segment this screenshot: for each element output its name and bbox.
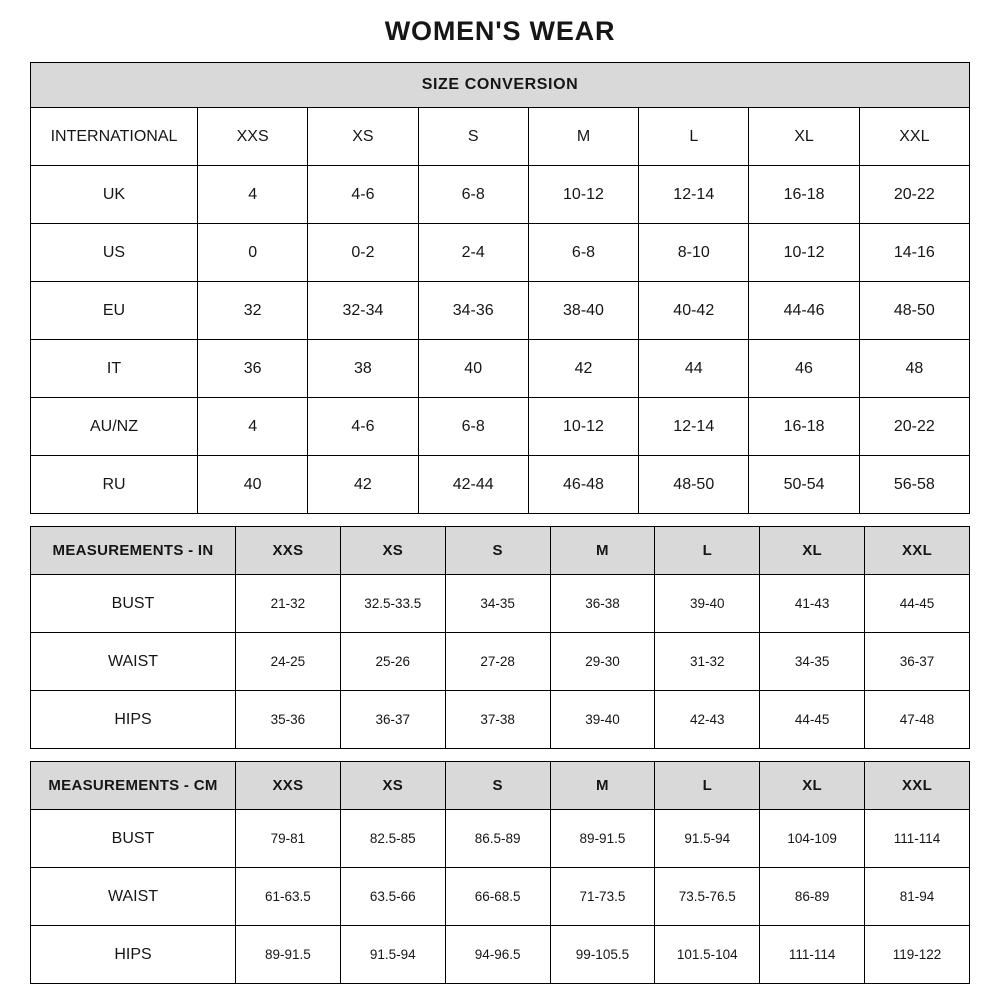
row-label: EU [31,282,198,340]
table-cell: 34-35 [445,575,550,633]
column-header: XS [308,108,418,166]
table-cell: 25-26 [340,633,445,691]
table-cell: 61-63.5 [236,868,341,926]
table-cell: 8-10 [639,224,749,282]
column-header: L [655,527,760,575]
column-header: S [445,762,550,810]
table-cell: 0 [198,224,308,282]
table-cell: 29-30 [550,633,655,691]
table-cell: 42-44 [418,456,528,514]
table-cell: 81-94 [865,868,970,926]
row-label: WAIST [31,633,236,691]
table-cell: 40-42 [639,282,749,340]
table-cell: 91.5-94 [340,926,445,984]
column-header: S [418,108,528,166]
table-cell: 16-18 [749,398,859,456]
table-cell: 4 [198,398,308,456]
table-cell: 86.5-89 [445,810,550,868]
table-cell: 10-12 [528,166,638,224]
page-title: WOMEN'S WEAR [384,16,616,46]
table-corner-label: MEASUREMENTS - IN [31,527,236,575]
table-cell: 0-2 [308,224,418,282]
column-header: S [445,527,550,575]
table-cell: 40 [418,340,528,398]
table-cell: 4 [198,166,308,224]
table-cell: 82.5-85 [340,810,445,868]
table-cell: 32.5-33.5 [340,575,445,633]
column-header: XXS [236,527,341,575]
column-header: XL [760,527,865,575]
table-cell: 41-43 [760,575,865,633]
table-header-row [31,108,970,166]
column-header: XXL [859,108,969,166]
table-cell: 36 [198,340,308,398]
row-label: US [31,224,198,282]
table-cell: 39-40 [550,691,655,749]
table-cell: 12-14 [639,166,749,224]
row-label: HIPS [31,926,236,984]
table-corner-label: MEASUREMENTS - CM [31,762,236,810]
row-label: RU [31,456,198,514]
table-cell: 35-36 [236,691,341,749]
table-cell: 42 [528,340,638,398]
table-cell: 20-22 [859,166,969,224]
row-label: BUST [31,810,236,868]
table-cell: 46 [749,340,859,398]
table-cell: 47-48 [865,691,970,749]
table-corner-label: INTERNATIONAL [31,108,198,166]
column-header: XL [749,108,859,166]
table-cell: 48 [859,340,969,398]
table-cell: 104-109 [760,810,865,868]
table-cell: 44-45 [865,575,970,633]
table-cell: 6-8 [418,398,528,456]
row-label: BUST [31,575,236,633]
row-label: UK [31,166,198,224]
table-cell: 2-4 [418,224,528,282]
column-header: M [528,108,638,166]
table-cell: 44 [639,340,749,398]
row-label: WAIST [31,868,236,926]
table-row [31,633,970,691]
table-cell: 10-12 [528,398,638,456]
row-label: AU/NZ [31,398,198,456]
table-cell: 42-43 [655,691,760,749]
table-row [31,575,970,633]
table-cell: 48-50 [859,282,969,340]
table-cell: 42 [308,456,418,514]
table-cell: 36-37 [340,691,445,749]
column-header: XXL [865,762,970,810]
table-cell: 38-40 [528,282,638,340]
table-cell: 27-28 [445,633,550,691]
table-cell: 36-37 [865,633,970,691]
measurements-cm-body [31,762,970,984]
table-cell: 31-32 [655,633,760,691]
table-cell: 21-32 [236,575,341,633]
table-header-row [31,762,970,810]
table-cell: 44-45 [760,691,865,749]
table-cell: 71-73.5 [550,868,655,926]
table-cell: 32 [198,282,308,340]
table-row [31,282,970,340]
table-cell: 44-46 [749,282,859,340]
table-cell: 6-8 [528,224,638,282]
table-cell: 94-96.5 [445,926,550,984]
table-cell: 40 [198,456,308,514]
table-cell: 66-68.5 [445,868,550,926]
table-cell: 101.5-104 [655,926,760,984]
table-cell: 91.5-94 [655,810,760,868]
table-row [31,340,970,398]
row-label: IT [31,340,198,398]
column-header: M [550,527,655,575]
table-cell: 38 [308,340,418,398]
table-cell: 99-105.5 [550,926,655,984]
table-cell: 16-18 [749,166,859,224]
table-cell: 20-22 [859,398,969,456]
table-cell: 79-81 [236,810,341,868]
table-row [31,166,970,224]
table-cell: 24-25 [236,633,341,691]
table-cell: 63.5-66 [340,868,445,926]
table-cell: 111-114 [760,926,865,984]
measurements-in-body [31,527,970,749]
table-row [31,868,970,926]
table-cell: 73.5-76.5 [655,868,760,926]
size-conversion-body [31,108,970,514]
table-row [31,224,970,282]
table-cell: 4-6 [308,398,418,456]
table-header-row [31,527,970,575]
table-row [31,398,970,456]
table-cell: 12-14 [639,398,749,456]
table-row [31,810,970,868]
table-cell: 36-38 [550,575,655,633]
table-cell: 56-58 [859,456,969,514]
table-cell: 48-50 [639,456,749,514]
column-header: XXL [865,527,970,575]
column-header: L [639,108,749,166]
table-cell: 37-38 [445,691,550,749]
measurements-in-table [30,526,970,749]
column-header: XS [340,762,445,810]
table-cell: 6-8 [418,166,528,224]
table-cell: 34-36 [418,282,528,340]
table-cell: 10-12 [749,224,859,282]
table-row [31,926,970,984]
table-cell: 119-122 [865,926,970,984]
table-cell: 111-114 [865,810,970,868]
table-cell: 89-91.5 [550,810,655,868]
table-title-row [31,63,970,108]
column-header: XS [340,527,445,575]
table-cell: 50-54 [749,456,859,514]
size-conversion-title: SIZE CONVERSION [31,63,970,108]
measurements-cm-table [30,761,970,984]
table-cell: 89-91.5 [236,926,341,984]
column-header: L [655,762,760,810]
size-conversion-table [30,62,970,514]
table-cell: 4-6 [308,166,418,224]
table-cell: 14-16 [859,224,969,282]
table-cell: 46-48 [528,456,638,514]
table-cell: 86-89 [760,868,865,926]
column-header: M [550,762,655,810]
table-row [31,456,970,514]
table-cell: 34-35 [760,633,865,691]
row-label: HIPS [31,691,236,749]
column-header: XL [760,762,865,810]
column-header: XXS [236,762,341,810]
table-row [31,691,970,749]
table-cell: 32-34 [308,282,418,340]
table-cell: 39-40 [655,575,760,633]
column-header: XXS [198,108,308,166]
